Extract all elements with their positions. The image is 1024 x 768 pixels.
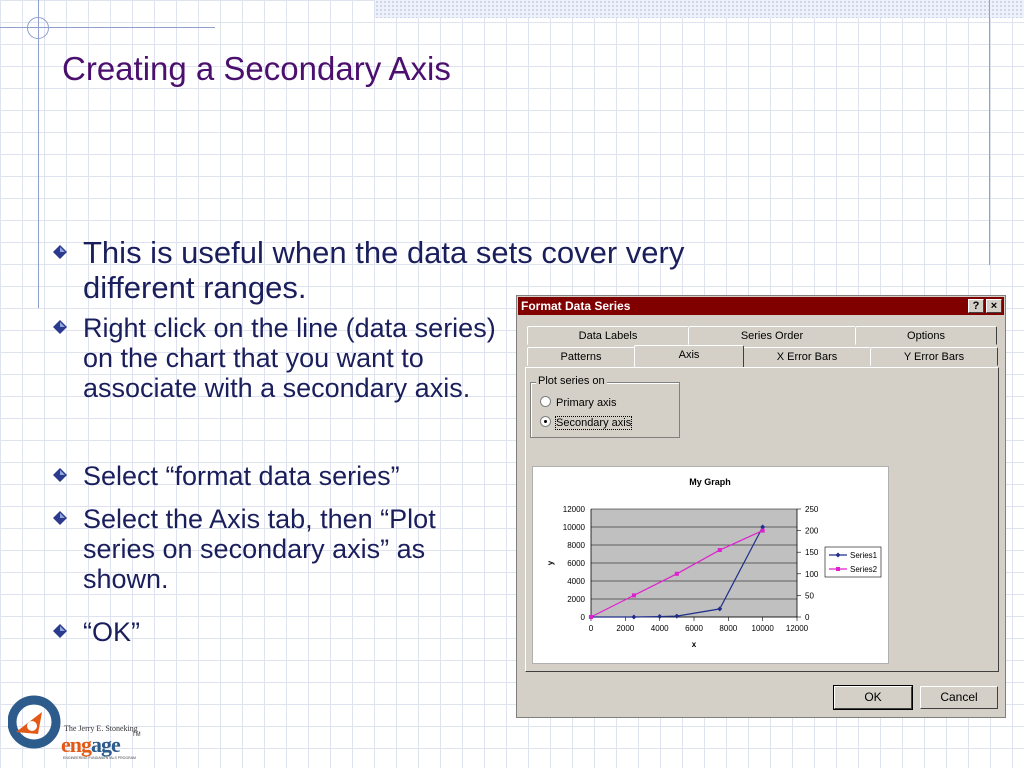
bullet-item <box>83 617 503 647</box>
bullet-text: Right click on the line (data series) on the chart that you want to associate with a secondary axis. <box>83 313 496 404</box>
tab-axis[interactable]: Axis <box>634 345 744 367</box>
logo-word-part2: age <box>91 732 120 757</box>
bullet-text: Select “format data series” <box>83 461 400 491</box>
legend-label: Series2 <box>850 565 878 574</box>
y2-tick-label: 50 <box>805 591 814 601</box>
cancel-button[interactable]: Cancel <box>920 686 998 709</box>
group-label: Plot series on <box>538 375 605 387</box>
y2-tick-label: 150 <box>805 548 819 558</box>
slide-title: Creating a Secondary Axis <box>62 50 451 87</box>
decor-line-vertical-right <box>989 0 990 265</box>
top-decor-band <box>375 0 1024 18</box>
bullet-item <box>83 461 503 491</box>
preview-chart <box>533 467 888 663</box>
logo-line1: The Jerry E. Stoneking <box>64 724 138 733</box>
bullet-text: This is useful when the data sets cover very different ranges. <box>83 235 685 305</box>
dialog-title: Format Data Series <box>521 299 631 313</box>
y-tick-label: 6000 <box>567 559 585 568</box>
x-tick-label: 8000 <box>719 624 738 633</box>
diamond-bullet-icon <box>52 319 68 335</box>
x-tick-label: 4000 <box>650 624 669 633</box>
y-tick-label: 12000 <box>562 505 585 514</box>
decor-line-vertical <box>38 0 39 308</box>
dialog-titlebar[interactable] <box>518 297 1004 315</box>
bullet-text: “OK” <box>83 617 140 647</box>
x-tick-label: 12000 <box>785 624 809 633</box>
logo-line2: ENGINEERING FUNDAMENTALS PROGRAM <box>63 756 136 760</box>
primary-axis-label: Primary axis <box>556 397 617 409</box>
primary-axis-option[interactable] <box>540 395 617 411</box>
legend-marker <box>836 567 840 571</box>
series-point <box>589 615 593 619</box>
legend-label: Series1 <box>850 551 878 560</box>
y2-tick-label: 0 <box>805 613 810 622</box>
tab-options[interactable]: Options <box>855 326 997 345</box>
y-tick-label: 4000 <box>567 577 585 586</box>
y-tick-label: 10000 <box>562 523 585 532</box>
y2-tick-label: 250 <box>805 505 819 514</box>
series-point <box>632 593 636 597</box>
secondary-axis-radio[interactable] <box>540 416 551 427</box>
diamond-bullet-icon <box>52 467 68 483</box>
y2-tick-label: 100 <box>805 569 819 579</box>
x-tick-label: 2000 <box>616 624 635 633</box>
bullet-item <box>83 313 503 404</box>
y-tick-label: 8000 <box>567 541 585 550</box>
help-button[interactable]: ? <box>968 299 984 313</box>
plot-series-on-group <box>530 375 680 438</box>
tab-data-labels[interactable]: Data Labels <box>527 326 689 345</box>
diamond-bullet-icon <box>52 244 68 260</box>
bullet-item <box>83 504 503 595</box>
primary-axis-radio[interactable] <box>540 396 551 407</box>
engage-logo <box>8 690 141 762</box>
diamond-bullet-icon <box>52 623 68 639</box>
format-data-series-dialog <box>516 295 1006 718</box>
close-button[interactable]: × <box>986 299 1002 313</box>
secondary-axis-label: Secondary axis <box>556 417 632 429</box>
engage-logo-icon <box>8 692 64 752</box>
tab-y-error-bars[interactable]: Y Error Bars <box>870 347 998 366</box>
decor-circle <box>27 17 49 39</box>
tab-patterns[interactable]: Patterns <box>527 347 635 366</box>
x-tick-label: 6000 <box>685 624 703 633</box>
logo-tm: TM <box>132 732 141 738</box>
logo-wordmark <box>61 732 120 758</box>
tab-series-order[interactable]: Series Order <box>688 326 856 345</box>
chart-title: My Graph <box>689 477 731 487</box>
logo-word-part1: eng <box>61 732 91 757</box>
series-point <box>718 548 722 552</box>
y-axis-label: y <box>546 560 555 566</box>
x-tick-label: 10000 <box>751 624 774 633</box>
series-point <box>675 572 679 576</box>
x-axis-label: x <box>691 640 697 649</box>
x-tick-label: 0 <box>588 624 594 633</box>
secondary-axis-option[interactable] <box>540 415 631 431</box>
bullet-text: Select the Axis tab, then “Plot series on secondary axis” as shown. <box>83 504 436 595</box>
y-tick-label: 0 <box>580 613 585 622</box>
y2-tick-label: 200 <box>805 526 819 536</box>
chart-preview <box>532 466 889 664</box>
series-point <box>761 529 765 533</box>
tab-x-error-bars[interactable]: X Error Bars <box>743 347 871 366</box>
diamond-bullet-icon <box>52 510 68 526</box>
y-tick-label: 2000 <box>567 595 585 604</box>
ok-button[interactable]: OK <box>834 686 912 709</box>
